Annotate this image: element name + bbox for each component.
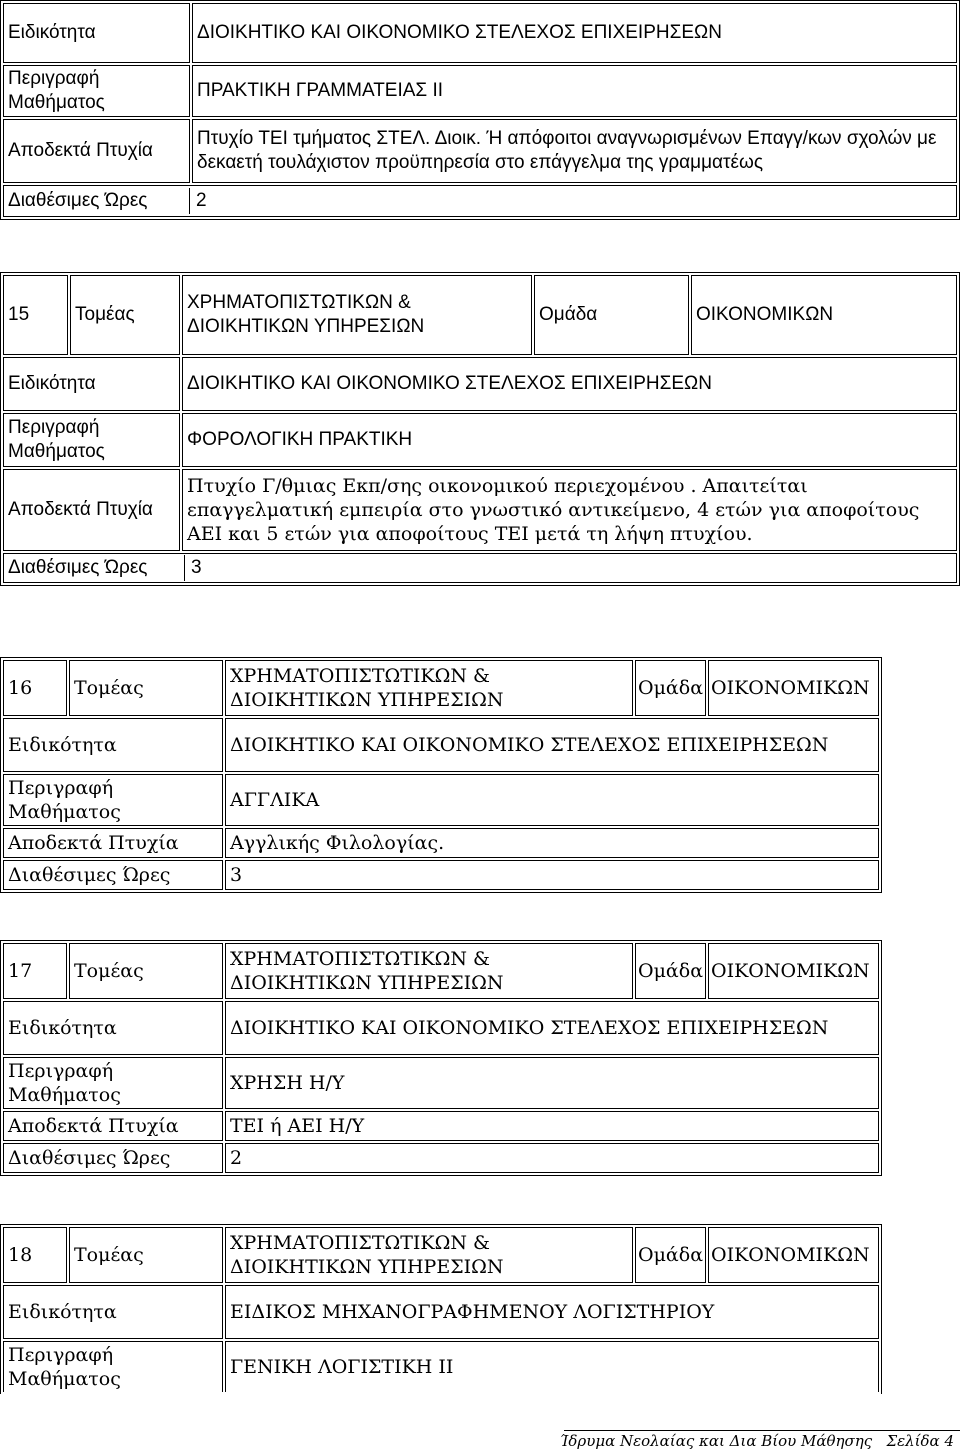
label-specialty: Ειδικότητα — [3, 718, 223, 772]
label-course-description: Περιγραφή Μαθήματος — [3, 413, 180, 467]
course-block-15 — [0, 272, 960, 586]
label-specialty: Ειδικότητα — [3, 1001, 223, 1055]
group-value: ΟΙΚΟΝΟΜΙΚΩΝ — [708, 943, 879, 999]
footer-page-number: Σελίδα 4 — [886, 1432, 954, 1450]
degrees-value: Αγγλικής Φιλολογίας. — [225, 828, 879, 858]
sector-value: ΧΡΗΜΑΤΟΠΙΣΤΩΤΙΚΩΝ & ΔΙΟΙΚΗΤΙΚΩΝ ΥΠΗΡΕΣΙΩΝ — [225, 660, 633, 716]
degrees-value: Πτυχίο ΤΕΙ τμήματος ΣΤΕΛ. Διοικ. Ή απόφοιτοι αναγνωρισμένων Επαγγ/κων σχολών με δεκαετή τουλάχιστον προϋπηρεσία στο επάγγελμα της γραμματέως — [192, 119, 957, 183]
specialty-value: ΕΙΔΙΚΟΣ ΜΗΧΑΝΟΓΡΑΦΗΜΕΝΟΥ ΛΟΓΙΣΤΗΡΙΟΥ — [225, 1285, 879, 1339]
label-specialty: Ειδικότητα — [3, 3, 190, 63]
course-value: ΧΡΗΣΗ Η/Υ — [225, 1057, 879, 1109]
page-footer — [560, 1432, 954, 1450]
label-accepted-degrees: Αποδεκτά Πτυχία — [3, 1111, 223, 1141]
specialty-value: ΔΙΟΙΚΗΤΙΚΟ ΚΑΙ ΟΙΚΟΝΟΜΙΚΟ ΣΤΕΛΕΧΟΣ ΕΠΙΧΕΙΡΗΣΕΩΝ — [192, 3, 957, 63]
label-accepted-degrees: Αποδεκτά Πτυχία — [3, 469, 180, 551]
course-block-17 — [0, 940, 882, 1176]
group-value: ΟΙΚΟΝΟΜΙΚΩΝ — [708, 1227, 879, 1283]
specialty-value: ΔΙΟΙΚΗΤΙΚΟ ΚΑΙ ΟΙΚΟΝΟΜΙΚΟ ΣΤΕΛΕΧΟΣ ΕΠΙΧΕΙΡΗΣΕΩΝ — [225, 1001, 879, 1055]
label-course-description: Περιγραφή Μαθήματος — [3, 65, 190, 117]
footer-rule — [564, 1430, 960, 1431]
label-course-description: Περιγραφή Μαθήματος — [3, 1057, 223, 1109]
label-sector: Τομέας — [69, 1227, 223, 1283]
label-sector: Τομέας — [69, 943, 223, 999]
course-value: ΓΕΝΙΚΗ ΛΟΓΙΣΤΙΚΗ ΙΙ — [225, 1341, 879, 1392]
sector-value: ΧΡΗΜΑΤΟΠΙΣΤΩΤΙΚΩΝ & ΔΙΟΙΚΗΤΙΚΩΝ ΥΠΗΡΕΣΙΩΝ — [182, 275, 532, 355]
degrees-value: ΤΕΙ ή ΑΕΙ Η/Υ — [225, 1111, 879, 1141]
sector-value: ΧΡΗΜΑΤΟΠΙΣΤΩΤΙΚΩΝ & ΔΙΟΙΚΗΤΙΚΩΝ ΥΠΗΡΕΣΙΩΝ — [225, 1227, 633, 1283]
course-block-18 — [0, 1224, 882, 1394]
label-accepted-degrees: Αποδεκτά Πτυχία — [3, 119, 190, 183]
group-value: ΟΙΚΟΝΟΜΙΚΩΝ — [708, 660, 879, 716]
label-specialty: Ειδικότητα — [3, 1285, 223, 1339]
course-block-16 — [0, 657, 882, 893]
label-group: Ομάδα — [635, 943, 706, 999]
course-value: ΦΟΡΟΛΟΓΙΚΗ ΠΡΑΚΤΙΚΗ — [182, 413, 957, 467]
label-course-description: Περιγραφή Μαθήματος — [3, 1341, 223, 1392]
hours-value: 2 — [190, 188, 213, 214]
label-sector: Τομέας — [70, 275, 180, 355]
course-number: 18 — [3, 1227, 67, 1283]
label-group: Ομάδα — [635, 1227, 706, 1283]
label-available-hours: Διαθέσιμες Ώρες — [8, 190, 148, 211]
course-number: 15 — [3, 275, 68, 355]
label-course-description: Περιγραφή Μαθήματος — [3, 774, 223, 826]
sector-value: ΧΡΗΜΑΤΟΠΙΣΤΩΤΙΚΩΝ & ΔΙΟΙΚΗΤΙΚΩΝ ΥΠΗΡΕΣΙΩΝ — [225, 943, 633, 999]
hours-value: 3 — [225, 860, 879, 890]
course-number: 16 — [3, 660, 67, 716]
label-available-hours: Διαθέσιμες Ώρες — [3, 1143, 223, 1173]
hours-value: 2 — [225, 1143, 879, 1173]
footer-org: Ίδρυμα Νεολαίας και Δια Βίου Μάθησης — [559, 1432, 873, 1450]
hours-row — [3, 185, 957, 217]
label-group: Ομάδα — [534, 275, 689, 355]
label-specialty: Ειδικότητα — [3, 357, 180, 411]
hours-value: 3 — [185, 555, 208, 581]
specialty-value: ΔΙΟΙΚΗΤΙΚΟ ΚΑΙ ΟΙΚΟΝΟΜΙΚΟ ΣΤΕΛΕΧΟΣ ΕΠΙΧΕΙΡΗΣΕΩΝ — [182, 357, 957, 411]
group-value: ΟΙΚΟΝΟΜΙΚΩΝ — [691, 275, 957, 355]
hours-row — [3, 553, 957, 583]
label-accepted-degrees: Αποδεκτά Πτυχία — [3, 828, 223, 858]
label-sector: Τομέας — [69, 660, 223, 716]
course-value: ΠΡΑΚΤΙΚΗ ΓΡΑΜΜΑΤΕΙΑΣ ΙΙ — [192, 65, 957, 117]
specialty-value: ΔΙΟΙΚΗΤΙΚΟ ΚΑΙ ΟΙΚΟΝΟΜΙΚΟ ΣΤΕΛΕΧΟΣ ΕΠΙΧΕΙΡΗΣΕΩΝ — [225, 718, 879, 772]
course-number: 17 — [3, 943, 67, 999]
label-available-hours: Διαθέσιμες Ώρες — [8, 557, 148, 578]
label-available-hours: Διαθέσιμες Ώρες — [3, 860, 223, 890]
label-group: Ομάδα — [635, 660, 706, 716]
course-value: ΑΓΓΛΙΚΑ — [225, 774, 879, 826]
course-block-14 — [0, 0, 960, 220]
degrees-value: Πτυχίο Γ/θμιας Εκπ/σης οικονομικού περιεχομένου . Απαιτείται επαγγελματική εμπειρία στο γνωστικό αντικείμενο, 4 ετών για αποφοίτους ΑΕΙ και 5 ετών για αποφοίτους ΤΕΙ μετά τη λήψη πτυχίου. — [182, 469, 957, 551]
